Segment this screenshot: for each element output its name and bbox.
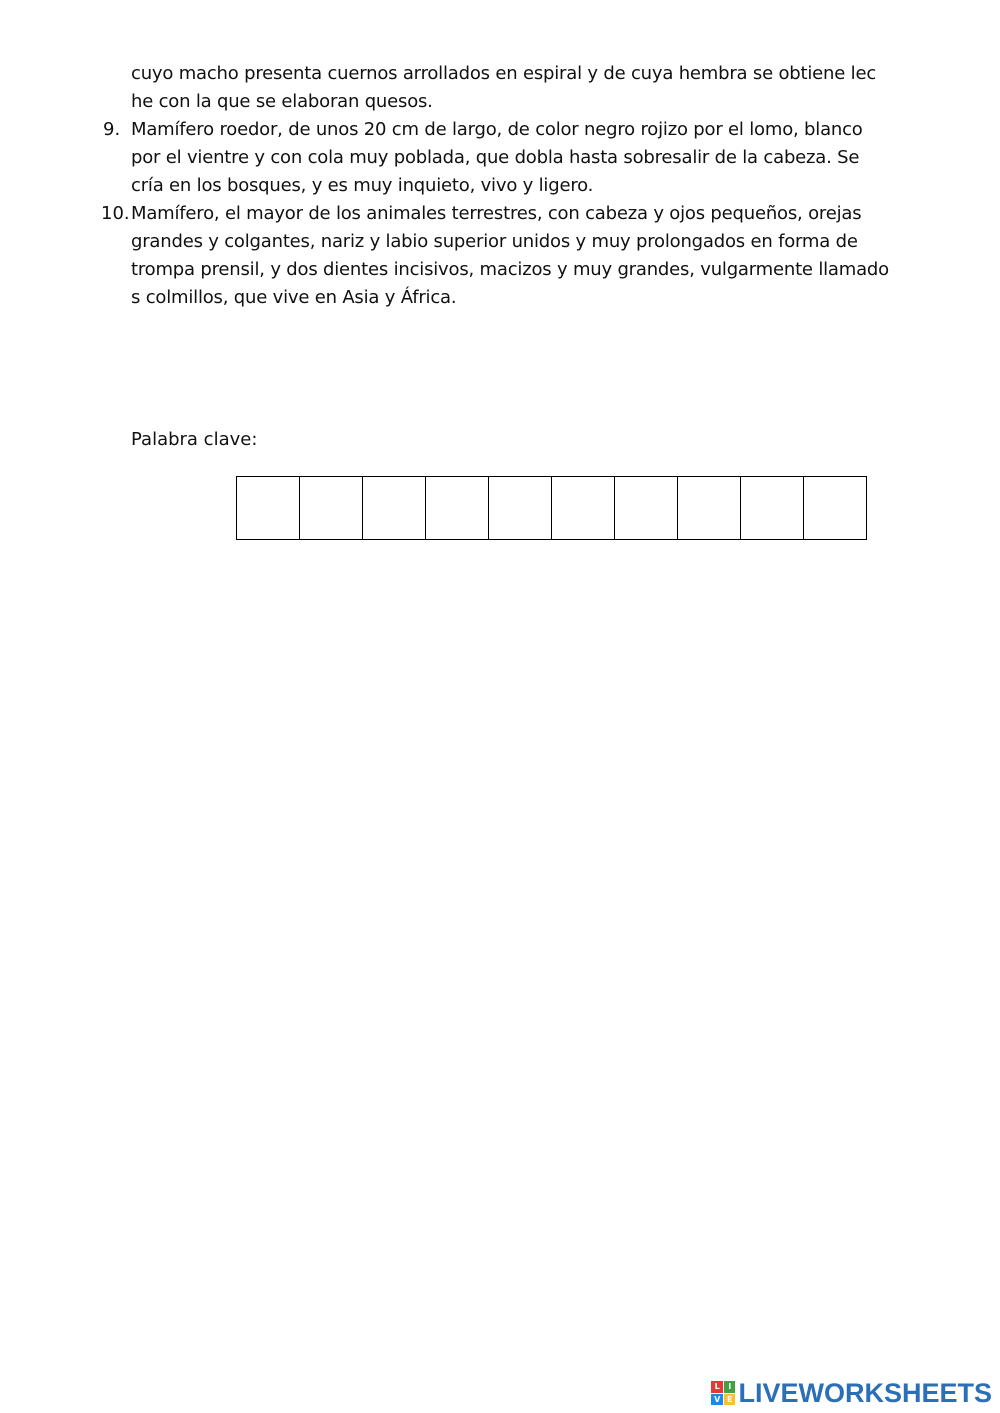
keyword-box-6[interactable]: [551, 476, 615, 540]
liveworksheets-logo: [711, 1378, 992, 1408]
liveworksheets-logo-icon: L I V E: [711, 1381, 735, 1405]
item-10-line-4: s colmillos, que vive en Asia y África.: [131, 287, 457, 308]
keyword-box-8[interactable]: [677, 476, 741, 540]
item-9-line-3: cría en los bosques, y es muy inquieto, vivo y ligero.: [131, 175, 594, 196]
keyword-box-7[interactable]: [614, 476, 678, 540]
item-8-continuation-line-2: he con la que se elaboran quesos.: [131, 91, 433, 112]
item-10-line-2: grandes y colgantes, nariz y labio superior unidos y muy prolongados en forma de: [131, 231, 858, 252]
keyword-box-4[interactable]: [425, 476, 489, 540]
item-9-line-1: Mamífero roedor, de unos 20 cm de largo, de color negro rojizo por el lomo, blanco: [131, 119, 863, 140]
keyword-box-2[interactable]: [299, 476, 363, 540]
item-10-number: 10.: [101, 203, 130, 224]
item-10-line-3: trompa prensil, y dos dientes incisivos, macizos y muy grandes, vulgarmente llamado: [131, 259, 889, 280]
keyword-box-9[interactable]: [740, 476, 804, 540]
keyword-box-5[interactable]: [488, 476, 552, 540]
keyword-box-10[interactable]: [803, 476, 867, 540]
item-9-number: 9.: [103, 119, 121, 140]
item-8-continuation-line-1: cuyo macho presenta cuernos arrollados en espiral y de cuya hembra se obtiene lec: [131, 63, 877, 84]
keyword-box-1[interactable]: [236, 476, 300, 540]
item-9-line-2: por el vientre y con cola muy poblada, que dobla hasta sobresalir de la cabeza. Se: [131, 147, 860, 168]
keyword-label: Palabra clave:: [131, 429, 258, 450]
logo-text: LIVEWORKSHEETS: [738, 1378, 992, 1408]
item-10-line-1: Mamífero, el mayor de los animales terrestres, con cabeza y ojos pequeños, orejas: [131, 203, 862, 224]
keyword-boxes: [236, 476, 867, 540]
keyword-box-3[interactable]: [362, 476, 426, 540]
